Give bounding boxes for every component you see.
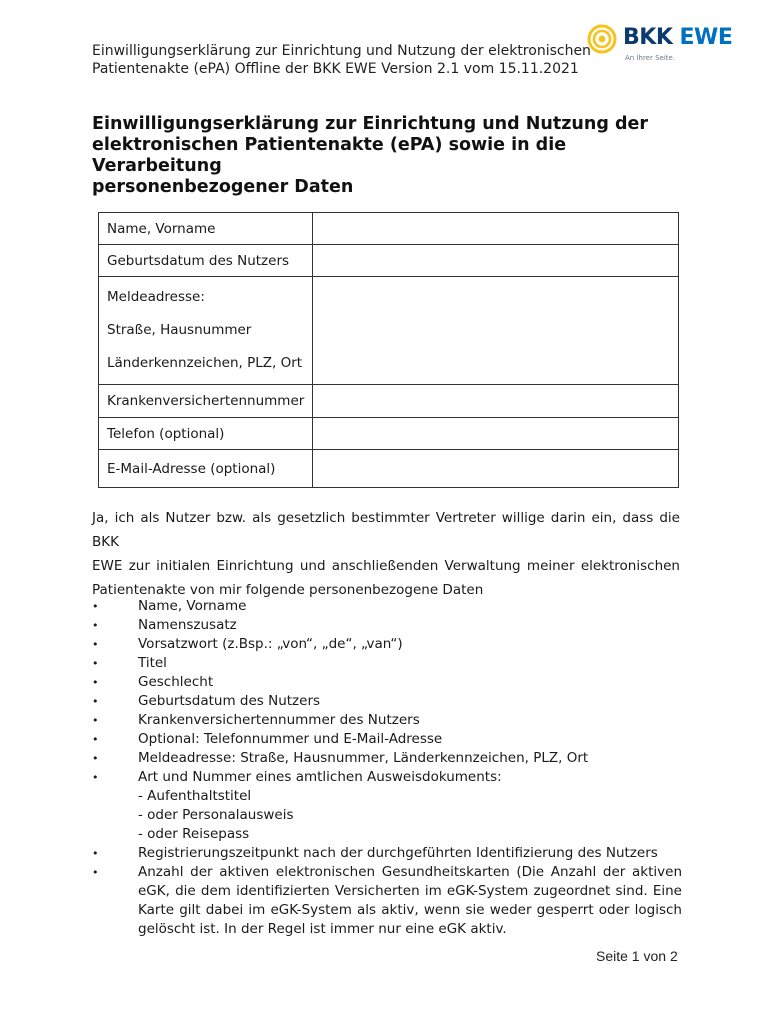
bullet-icon: •: [92, 847, 99, 860]
name-field[interactable]: [313, 213, 679, 245]
insurance-number-field[interactable]: [313, 385, 679, 418]
list-item-text: Name, Vorname: [138, 598, 247, 614]
list-subitem: - Aufenthaltstitel: [138, 788, 252, 804]
header-line-1: Einwilligungserklärung zur Einrichtung und Nutzung der elektronischen: [92, 43, 591, 59]
list-subitem: - oder Personalausweis: [138, 807, 294, 823]
header-line-2: Patientenakte (ePA) Offline der BKK EWE Version 2.1 vom 15.11.2021: [92, 61, 579, 77]
email-field[interactable]: [313, 450, 679, 488]
bullet-icon: •: [92, 866, 99, 879]
list-item: [92, 673, 682, 692]
list-item: [92, 844, 682, 863]
list-item: [92, 654, 682, 673]
bullet-icon: •: [92, 695, 99, 708]
bullet-icon: •: [92, 752, 99, 765]
consent-intro: [92, 506, 680, 602]
bullet-icon: •: [92, 619, 99, 632]
phone-label: Telefon (optional): [99, 418, 313, 450]
list-item: [92, 768, 682, 844]
intro-line-3: Patientenakte von mir folgende personenbezogene Daten: [92, 582, 484, 598]
document-title: [92, 114, 652, 198]
intro-line-1: Ja, ich als Nutzer bzw. als gesetzlich bestimmter Vertreter willige darin ein, dass die BKK: [92, 510, 680, 550]
address-field[interactable]: [313, 277, 679, 385]
title-line-2: elektronischen Patientenakte (ePA) sowie in die Verarbeitung: [92, 135, 567, 176]
logo-rings-icon: [585, 24, 621, 54]
list-item-text: Meldeadresse: Straße, Hausnummer, Länderkennzeichen, PLZ, Ort: [138, 750, 589, 766]
email-label: E-Mail-Adresse (optional): [99, 450, 313, 488]
list-item-text: Art und Nummer eines amtlichen Ausweisdokuments:: [138, 769, 502, 785]
page-number: Seite 1 von 2: [596, 948, 678, 964]
form-row-name: [99, 213, 679, 245]
list-item: [92, 730, 682, 749]
address-label-cell: [99, 277, 313, 385]
list-item-text: Geschlecht: [138, 674, 214, 690]
title-line-3: personenbezogener Daten: [92, 177, 354, 197]
bullet-icon: •: [92, 657, 99, 670]
bullet-icon: •: [92, 638, 99, 651]
logo-wordmark: [623, 25, 732, 50]
address-label: Meldeadresse:: [107, 289, 205, 305]
data-items-list: [92, 597, 682, 939]
birthdate-field[interactable]: [313, 245, 679, 277]
list-item: [92, 692, 682, 711]
logo-ewe: EWE: [679, 25, 733, 50]
insurance-number-label: Krankenversichertennummer: [99, 385, 313, 418]
city-label: Länderkennzeichen, PLZ, Ort: [107, 355, 303, 371]
form-row-insurance: [99, 385, 679, 418]
bullet-icon: •: [92, 771, 99, 784]
form-row-phone: [99, 418, 679, 450]
list-item: [92, 863, 682, 939]
list-item-text: Namenszusatz: [138, 617, 237, 633]
form-row-birthdate: [99, 245, 679, 277]
personal-data-form: [98, 212, 679, 488]
list-item-text: Geburtsdatum des Nutzers: [138, 693, 321, 709]
list-subitem: - oder Reisepass: [138, 826, 250, 842]
name-label: Name, Vorname: [99, 213, 313, 245]
form-row-email: [99, 450, 679, 488]
list-item-text: Registrierungszeitpunkt nach der durchgeführten Identifizierung des Nutzers: [138, 845, 658, 861]
list-item-text: Vorsatzwort (z.Bsp.: „von“, „de“, „van“): [138, 636, 403, 652]
logo-tagline: An Ihrer Seite.: [625, 54, 676, 62]
intro-line-2: EWE zur initialen Einrichtung und anschließenden Verwaltung meiner elektronischen: [92, 558, 680, 574]
form-row-address: [99, 277, 679, 385]
bullet-icon: •: [92, 733, 99, 746]
logo-bkk: BKK: [623, 25, 680, 50]
list-item: [92, 635, 682, 654]
title-line-1: Einwilligungserklärung zur Einrichtung und Nutzung der: [92, 114, 648, 134]
list-item: [92, 711, 682, 730]
list-item: [92, 616, 682, 635]
bullet-icon: •: [92, 676, 99, 689]
birthdate-label: Geburtsdatum des Nutzers: [99, 245, 313, 277]
street-label: Straße, Hausnummer: [107, 322, 252, 338]
list-item: [92, 597, 682, 616]
list-item: [92, 749, 682, 768]
bkk-ewe-logo: [585, 24, 745, 66]
bullet-icon: •: [92, 600, 99, 613]
phone-field[interactable]: [313, 418, 679, 450]
list-item-text: Optional: Telefonnummer und E-Mail-Adresse: [138, 731, 443, 747]
list-item-text: Anzahl der aktiven elektronischen Gesundheitskarten (Die Anzahl der aktiven eGK, die dem identifizierten Versicherten im eGK-System zugeordnet sind. Eine Karte gilt dabei im eGK-System als aktiv, wenn sie weder gesperrt oder logisch gelöscht ist. In der Regel ist immer nur eine eGK aktiv.: [138, 864, 682, 937]
document-header: [92, 42, 591, 78]
list-item-text: Titel: [138, 655, 167, 671]
bullet-icon: •: [92, 714, 99, 727]
list-item-text: Krankenversichertennummer des Nutzers: [138, 712, 420, 728]
